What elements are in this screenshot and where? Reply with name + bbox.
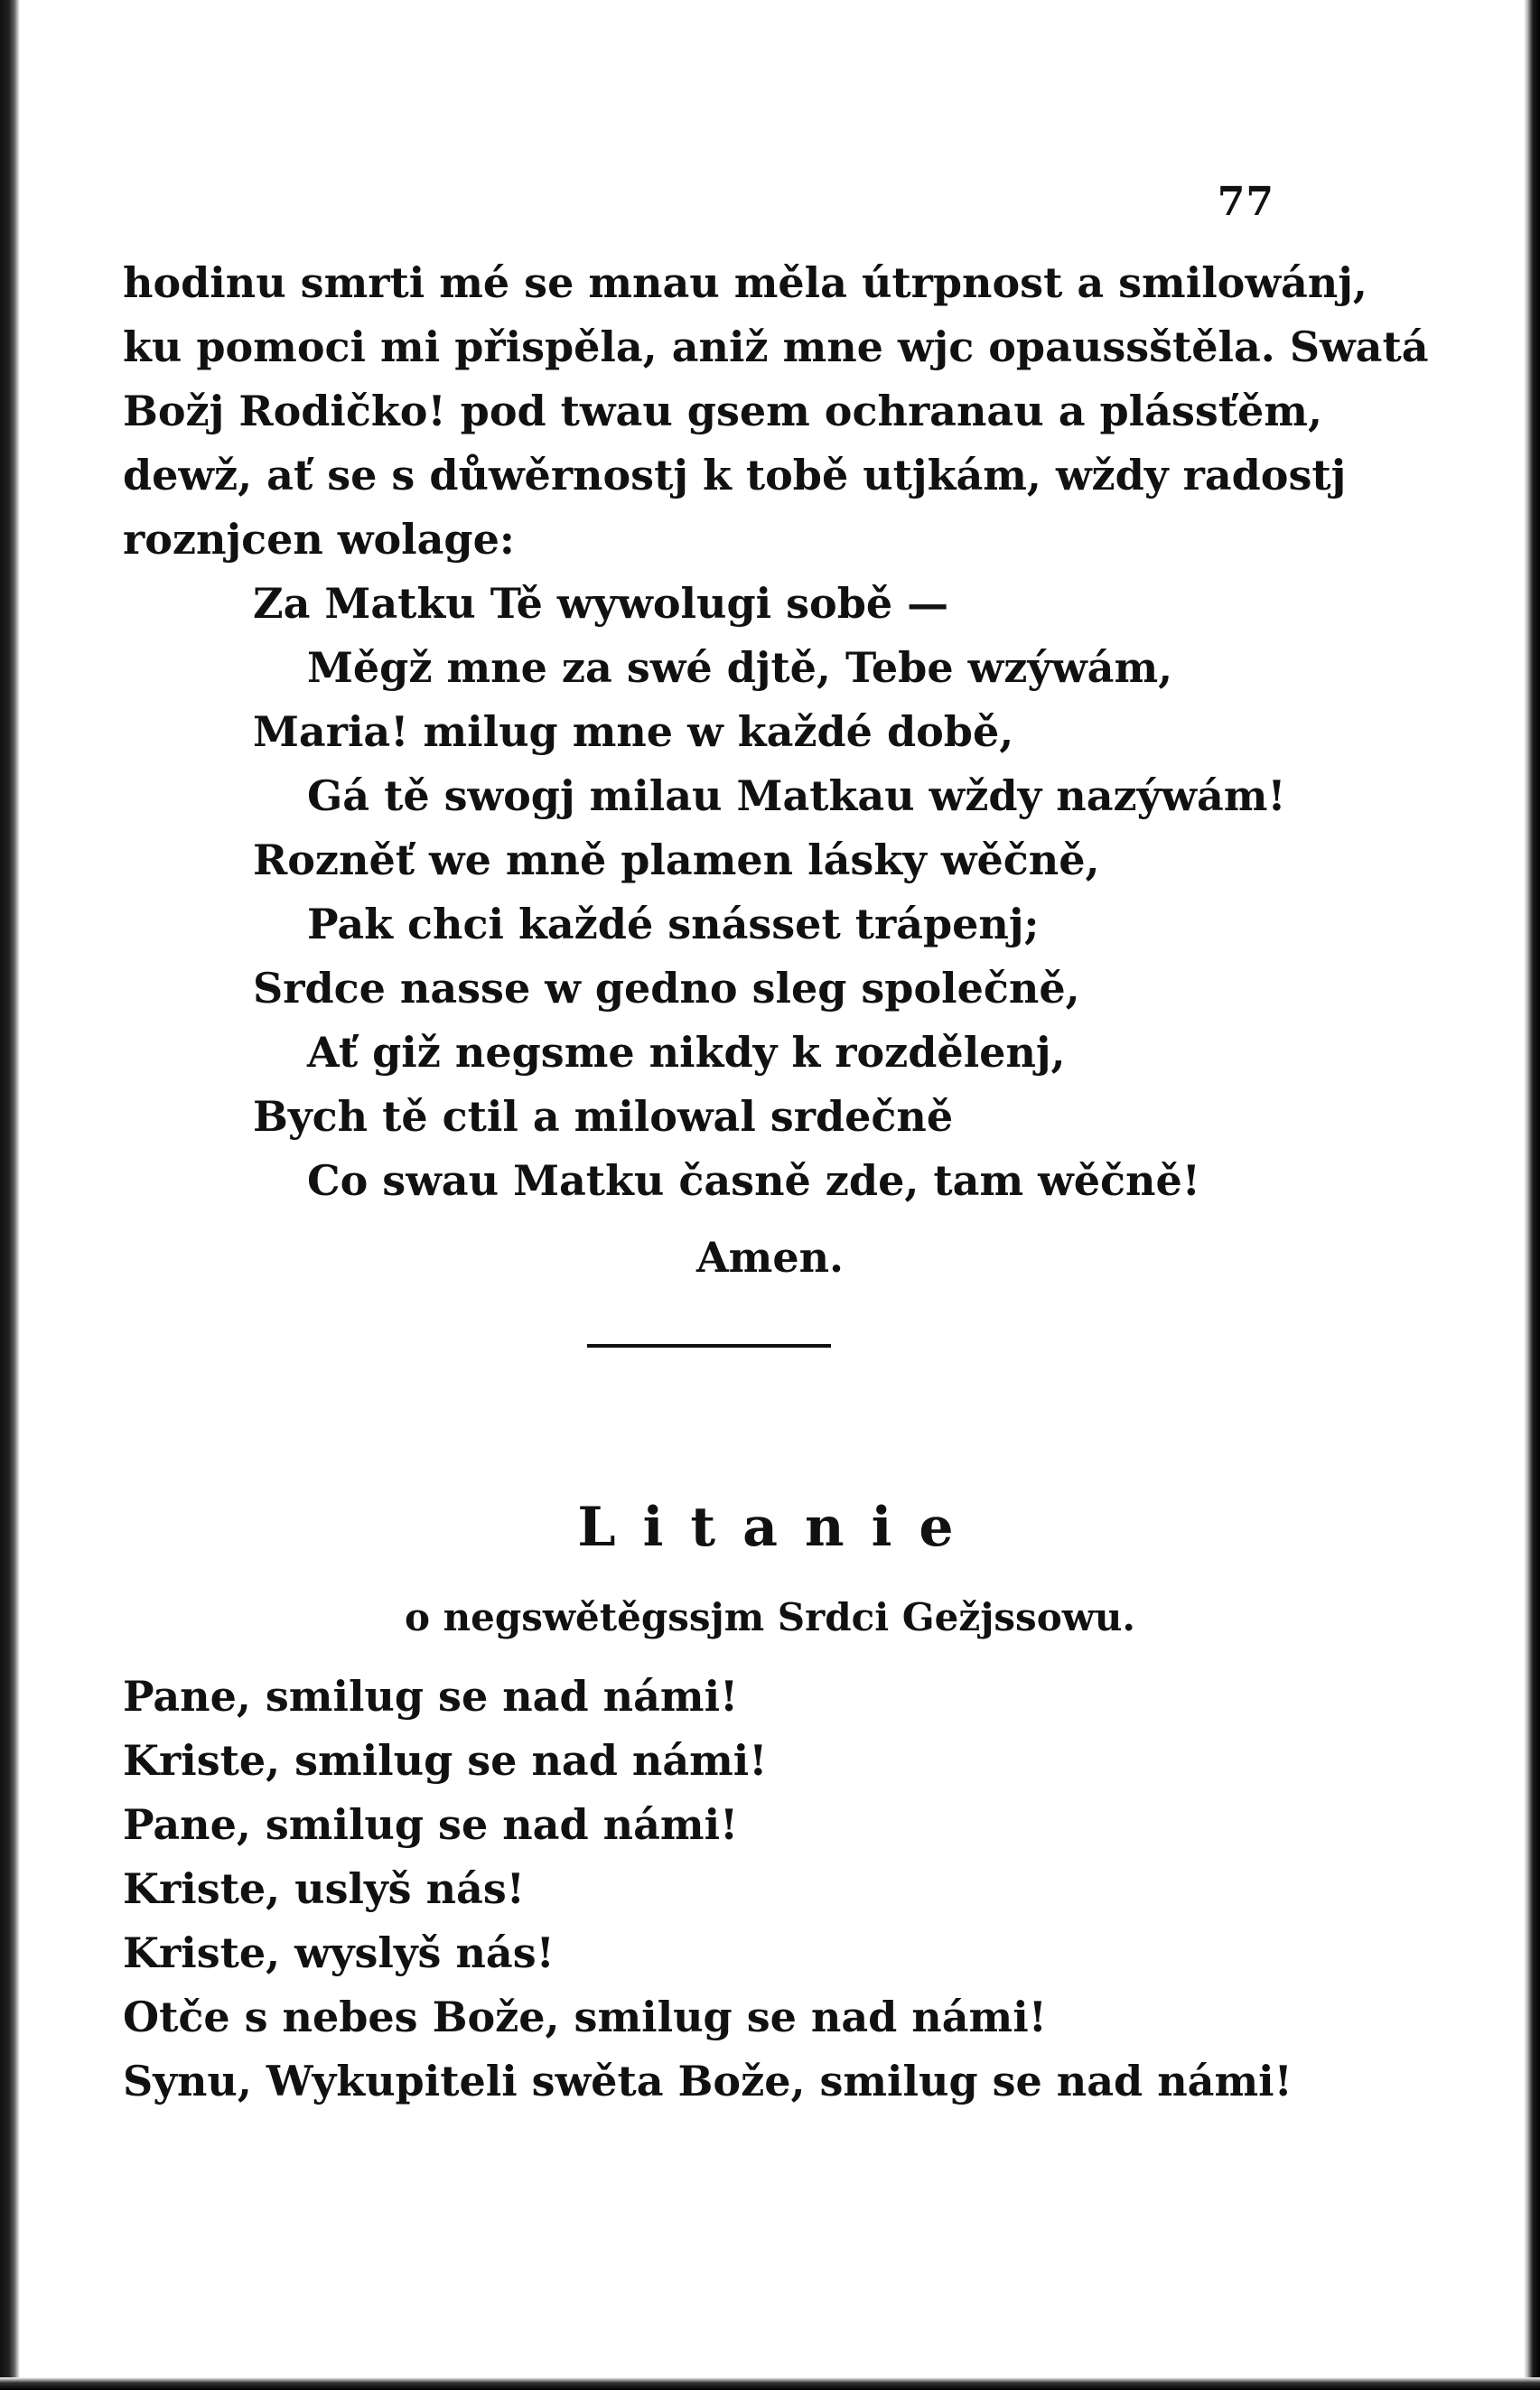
prose-line: dewž, ať se s důwěrnostj k tobě utjkám, wždy radostj: [123, 451, 1347, 499]
page-number: 77: [1217, 179, 1274, 225]
verse-line: Rozněť we mně plamen lásky wěčně,: [253, 836, 1100, 884]
litany-invocation: Kriste, smilug se nad námi!: [123, 1736, 768, 1785]
scan-edge-bottom: [0, 2377, 1540, 2390]
litany-title: Litanie: [577, 1496, 981, 1559]
litany-invocation: Synu, Wykupiteli swěta Bože, smilug se nad námi!: [123, 2057, 1293, 2105]
scan-edge-left: [0, 0, 20, 2390]
section-divider: [587, 1344, 831, 1348]
verse-line: Co swau Matku časně zde, tam wěčně!: [307, 1156, 1200, 1205]
verse-line: Ať giž negsme nikdy k rozdělenj,: [307, 1028, 1066, 1077]
verse-line: Za Matku Tě wywolugi sobě —: [253, 579, 949, 628]
verse-line: Bych tě ctil a milowal srdečně: [253, 1092, 954, 1141]
litany-invocation: Pane, smilug se nad námi!: [123, 1672, 739, 1721]
litany-invocation: Kriste, uslyš nás!: [123, 1864, 525, 1913]
scan-edge-right: [1524, 0, 1540, 2390]
litany-invocation: Kriste, wyslyš nás!: [123, 1928, 555, 1977]
verse-line: Měgž mne za swé djtě, Tebe wzýwám,: [307, 643, 1173, 692]
verse-line: Gá tě swogj milau Matkau wždy nazýwám!: [307, 771, 1286, 820]
verse-line: Pak chci každé snásset trápenj;: [307, 900, 1040, 948]
verse-line: Srdce nasse w gedno sleg společně,: [253, 964, 1080, 1013]
prose-line: roznjcen wolage:: [123, 515, 515, 564]
litany-subtitle: o negswětěgssjm Srdci Gežjssowu.: [404, 1595, 1136, 1639]
amen: Amen.: [695, 1233, 845, 1282]
prose-line: Božj Rodičko! pod twau gsem ochranau a plássťěm,: [123, 387, 1322, 435]
litany-invocation: Otče s nebes Bože, smilug se nad námi!: [123, 1993, 1047, 2041]
verse-line: Maria! milug mne w každé době,: [253, 707, 1014, 756]
litany-invocation: Pane, smilug se nad námi!: [123, 1800, 739, 1849]
prose-line: ku pomoci mi přispěla, aniž mne wjc opaussštěla. Swatá: [123, 322, 1429, 371]
prose-line: hodinu smrti mé se mnau měla útrpnost a smilowánj,: [123, 258, 1367, 307]
